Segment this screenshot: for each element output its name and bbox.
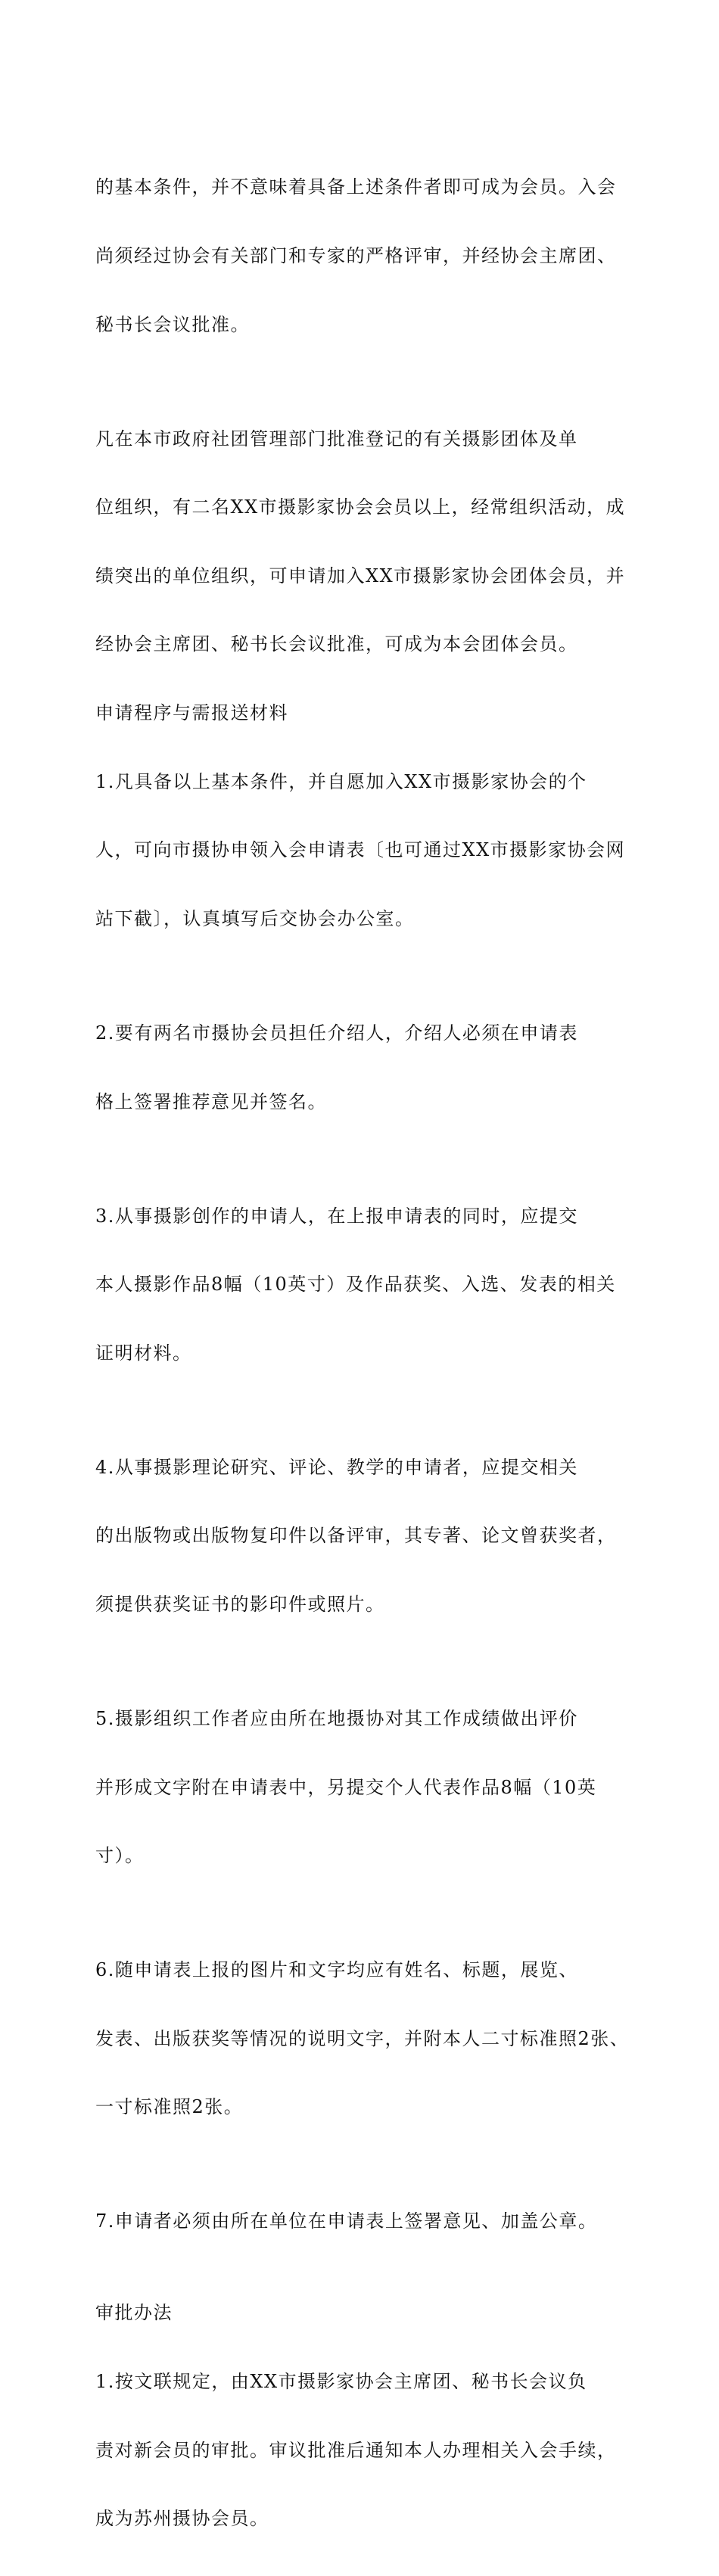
- text-line: 绩突出的单位组织，可申请加入XX市摄影家协会团体会员，并: [95, 565, 626, 586]
- text-line: 责对新会员的审批。审议批准后通知本人办理相关入会手续，: [95, 2439, 617, 2461]
- text-line: 经协会主席团、秘书长会议批准，可成为本会团体会员。: [95, 633, 578, 655]
- text-line: 位组织，有二名XX市摄影家协会会员以上，经常组织活动，成: [95, 496, 626, 518]
- list-item-application-4: [95, 1410, 648, 1661]
- text-line: 成为苏州摄协会员。: [95, 2508, 269, 2530]
- text-line: 3.从事摄影创作的申请人，在上报申请表的同时，应提交: [95, 1205, 578, 1227]
- list-item-application-6: [95, 1913, 648, 2164]
- text-line: 人，可向市摄协申领入会申请表〔也可通过XX市摄影家协会网: [95, 839, 626, 861]
- text-line: 4.从事摄影理论研究、评论、教学的申请者，应提交相关: [95, 1456, 578, 1478]
- section-heading-approval: 审批办法: [95, 2302, 173, 2324]
- blank-line: [95, 2279, 648, 2301]
- text-line: 发表、出版获奖等情况的说明文字，并附本人二寸标准照2张、: [95, 2027, 630, 2049]
- text-line: 1.凡具备以上基本条件，并自愿加入XX市摄影家协会的个: [95, 770, 587, 792]
- text-line: 须提供获奖证书的影印件或照片。: [95, 1594, 385, 1615]
- text-line: 秘书长会议批准。: [95, 313, 250, 335]
- text-line: 的基本条件，并不意味着具备上述条件者即可成为会员。入会: [95, 176, 617, 198]
- text-line: 格上签署推荐意见并签名。: [95, 1090, 327, 1112]
- text-line: 并形成文字附在申请表中，另提交个人代表作品8幅（10英: [95, 1776, 597, 1798]
- list-item-application-2: [95, 976, 648, 1159]
- list-item-application-5: [95, 1662, 648, 1913]
- paragraph-group-membership: [95, 381, 648, 702]
- text-line: 5.摄影组织工作者应由所在地摄协对其工作成绩做出评价: [95, 1708, 578, 1730]
- text-line: 一寸标准照2张。: [95, 2096, 244, 2118]
- section-heading-application: 申请程序与需报送材料: [95, 702, 288, 724]
- text-line: 尚须经过协会有关部门和专家的严格评审，并经协会主席团、: [95, 245, 617, 267]
- text-line: 6.随申请表上报的图片和文字均应有姓名、标题，展览、: [95, 1959, 578, 1981]
- text-line: 7.申请者必须由所在单位在申请表上签署意见、加盖公章。: [95, 2210, 598, 2232]
- text-line: 2.要有两名市摄协会员担任介绍人，介绍人必须在申请表: [95, 1022, 578, 1044]
- text-line: 1.按文联规定，由XX市摄影家协会主席团、秘书长会议负: [95, 2370, 587, 2392]
- list-item-approval-1: [95, 2324, 648, 2575]
- paragraph-membership-conditions: [95, 130, 648, 381]
- text-line: 凡在本市政府社团管理部门批准登记的有关摄影团体及单: [95, 428, 578, 450]
- text-line: 寸）。: [95, 1845, 145, 1867]
- list-item-application-7: [95, 2164, 648, 2279]
- text-line: 的出版物或出版物复印件以备评审，其专著、论文曾获奖者，: [95, 1525, 617, 1547]
- text-line: 站下截〕，认真填写后交协会办公室。: [95, 907, 415, 929]
- list-item-application-3: [95, 1159, 648, 1410]
- text-line: 本人摄影作品8幅（10英寸）及作品获奖、入选、发表的相关: [95, 1274, 616, 1296]
- list-item-application-1: [95, 724, 648, 975]
- text-line: 证明材料。: [95, 1342, 192, 1364]
- document-body: [95, 130, 648, 2576]
